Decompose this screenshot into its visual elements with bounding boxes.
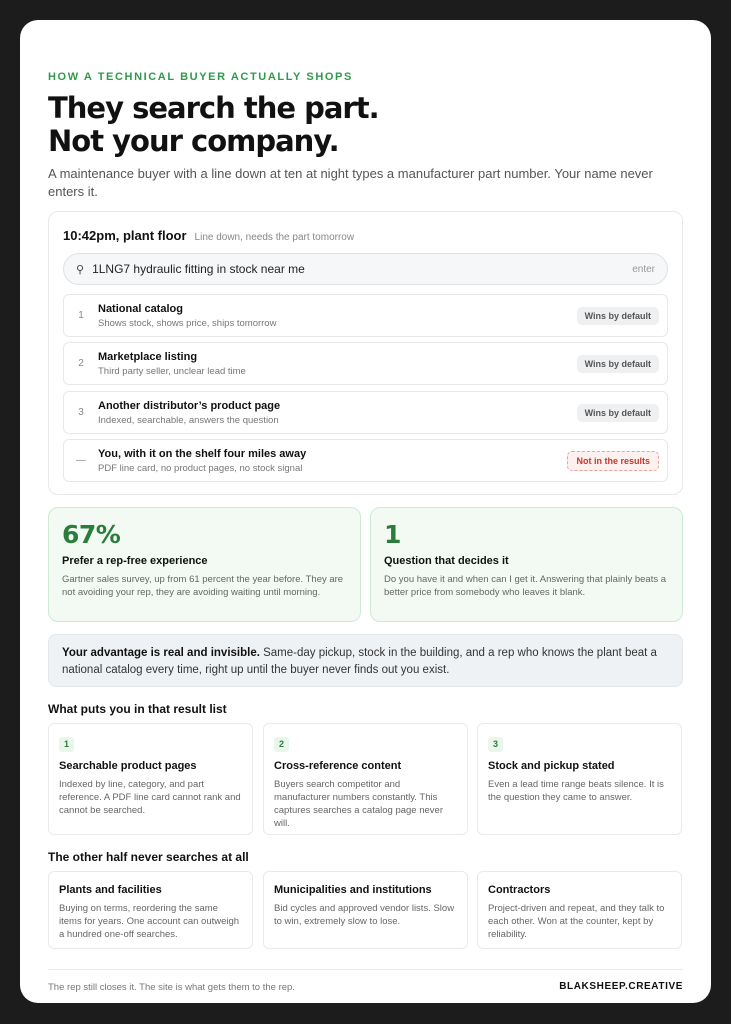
tactic-title: Cross-reference content (274, 760, 402, 772)
tactic-description: Buyers search competitor and manufacturer numbers constantly. This captures searches a catalog page never will. (274, 779, 443, 829)
infographic-card (20, 20, 711, 1003)
search-scenario-panel (48, 211, 683, 495)
footer-tagline: The rep still closes it. The site is what gets them to the rep. (48, 982, 295, 993)
eyebrow: HOW A TECHNICAL BUYER ACTUALLY SHOPS (48, 71, 353, 83)
segment-description: Bid cycles and approved vendor lists. Slow to win, extremely slow to lose. (274, 903, 455, 927)
brand-logo: BLAKSHEEP.CREATIVE (559, 981, 683, 992)
step-number: 2 (274, 737, 289, 752)
search-result[interactable] (63, 342, 668, 385)
scenario-context: Line down, needs the part tomorrow (194, 232, 355, 243)
search-input[interactable] (63, 253, 668, 285)
status-badge: Wins by default (577, 355, 659, 373)
result-rank: 1 (78, 310, 84, 321)
segment-card (48, 871, 253, 949)
advantage-callout (48, 634, 683, 687)
segment-card (263, 871, 468, 949)
stat-description: Do you have it and when can I get it. Answering that plainly beats a better price from somebody who leaves it blank. (384, 574, 667, 598)
stat-value: 1 (384, 520, 401, 549)
result-title: You, with it on the shelf four miles away (98, 447, 307, 460)
not-in-results-badge: Not in the results (567, 451, 659, 471)
result-rank: — (76, 455, 86, 466)
result-detail: Indexed, searchable, answers the question (98, 414, 279, 426)
status-badge: Wins by default (577, 307, 659, 325)
segment-description: Buying on terms, reordering the same items for years. One account can outweigh a hundred one-off searches. (59, 903, 240, 940)
headline-line-1: They search the part. (48, 91, 379, 125)
search-result[interactable] (63, 294, 668, 337)
enter-hint: enter (632, 263, 655, 275)
result-detail: PDF line card, no product pages, no stock signal (98, 462, 303, 474)
stat-card (370, 507, 683, 622)
section-title: The other half never searches at all (48, 850, 249, 864)
tactic-title: Stock and pickup stated (488, 760, 615, 772)
result-rank: 2 (78, 358, 84, 369)
tactic-card (477, 723, 682, 835)
result-detail: Third party seller, unclear lead time (98, 365, 246, 377)
result-detail: Shows stock, shows price, ships tomorrow (98, 317, 277, 329)
status-badge: Wins by default (577, 404, 659, 422)
search-result[interactable] (63, 391, 668, 434)
intro-text: A maintenance buyer with a line down at ten at night types a manufacturer part number. Your name never enters it. (48, 166, 653, 199)
result-title: Another distributor’s product page (98, 399, 281, 412)
tactic-title: Searchable product pages (59, 760, 197, 772)
segment-title: Plants and facilities (59, 884, 162, 896)
callout-text: Same-day pickup, stock in the building, and a rep who knows the plant beat a national catalog every time, right up until the buyer never finds out you exist. (62, 647, 657, 676)
tactic-description: Even a lead time range beats silence. It is the question they came to answer. (488, 779, 664, 803)
result-title: National catalog (98, 302, 183, 315)
result-rank: 3 (78, 407, 84, 418)
segment-title: Municipalities and institutions (274, 884, 432, 896)
segment-card (477, 871, 682, 949)
scenario-header (63, 228, 354, 243)
result-title: Marketplace listing (98, 350, 198, 363)
tactic-description: Indexed by line, category, and part reference. A PDF line card cannot rank and cannot be searched. (59, 779, 241, 816)
search-result-you[interactable] (63, 439, 668, 482)
step-number: 1 (59, 737, 74, 752)
page-title (48, 92, 379, 158)
footer-divider (48, 969, 683, 970)
tactic-card (48, 723, 253, 835)
scenario-time: 10:42pm, plant floor (63, 228, 187, 243)
stat-card (48, 507, 361, 622)
pin-icon: ⚲ (76, 263, 85, 276)
segment-description: Project-driven and repeat, and they talk to each other. Won at the counter, kept by reliability. (488, 903, 665, 940)
stat-description: Gartner sales survey, up from 61 percent the year before. They are not avoiding your rep, they are avoiding waiting until morning. (62, 574, 344, 598)
tactic-card (263, 723, 468, 835)
step-number: 3 (488, 737, 503, 752)
stat-value: 67% (62, 520, 121, 549)
section-title: What puts you in that result list (48, 702, 227, 716)
callout-bold: Your advantage is real and invisible. (62, 647, 260, 659)
stat-label: Prefer a rep-free experience (62, 555, 208, 567)
headline-line-2: Not your company. (48, 124, 339, 158)
segment-title: Contractors (488, 884, 551, 896)
search-query: 1LNG7 hydraulic fitting in stock near me (92, 262, 305, 276)
stat-label: Question that decides it (384, 555, 509, 567)
